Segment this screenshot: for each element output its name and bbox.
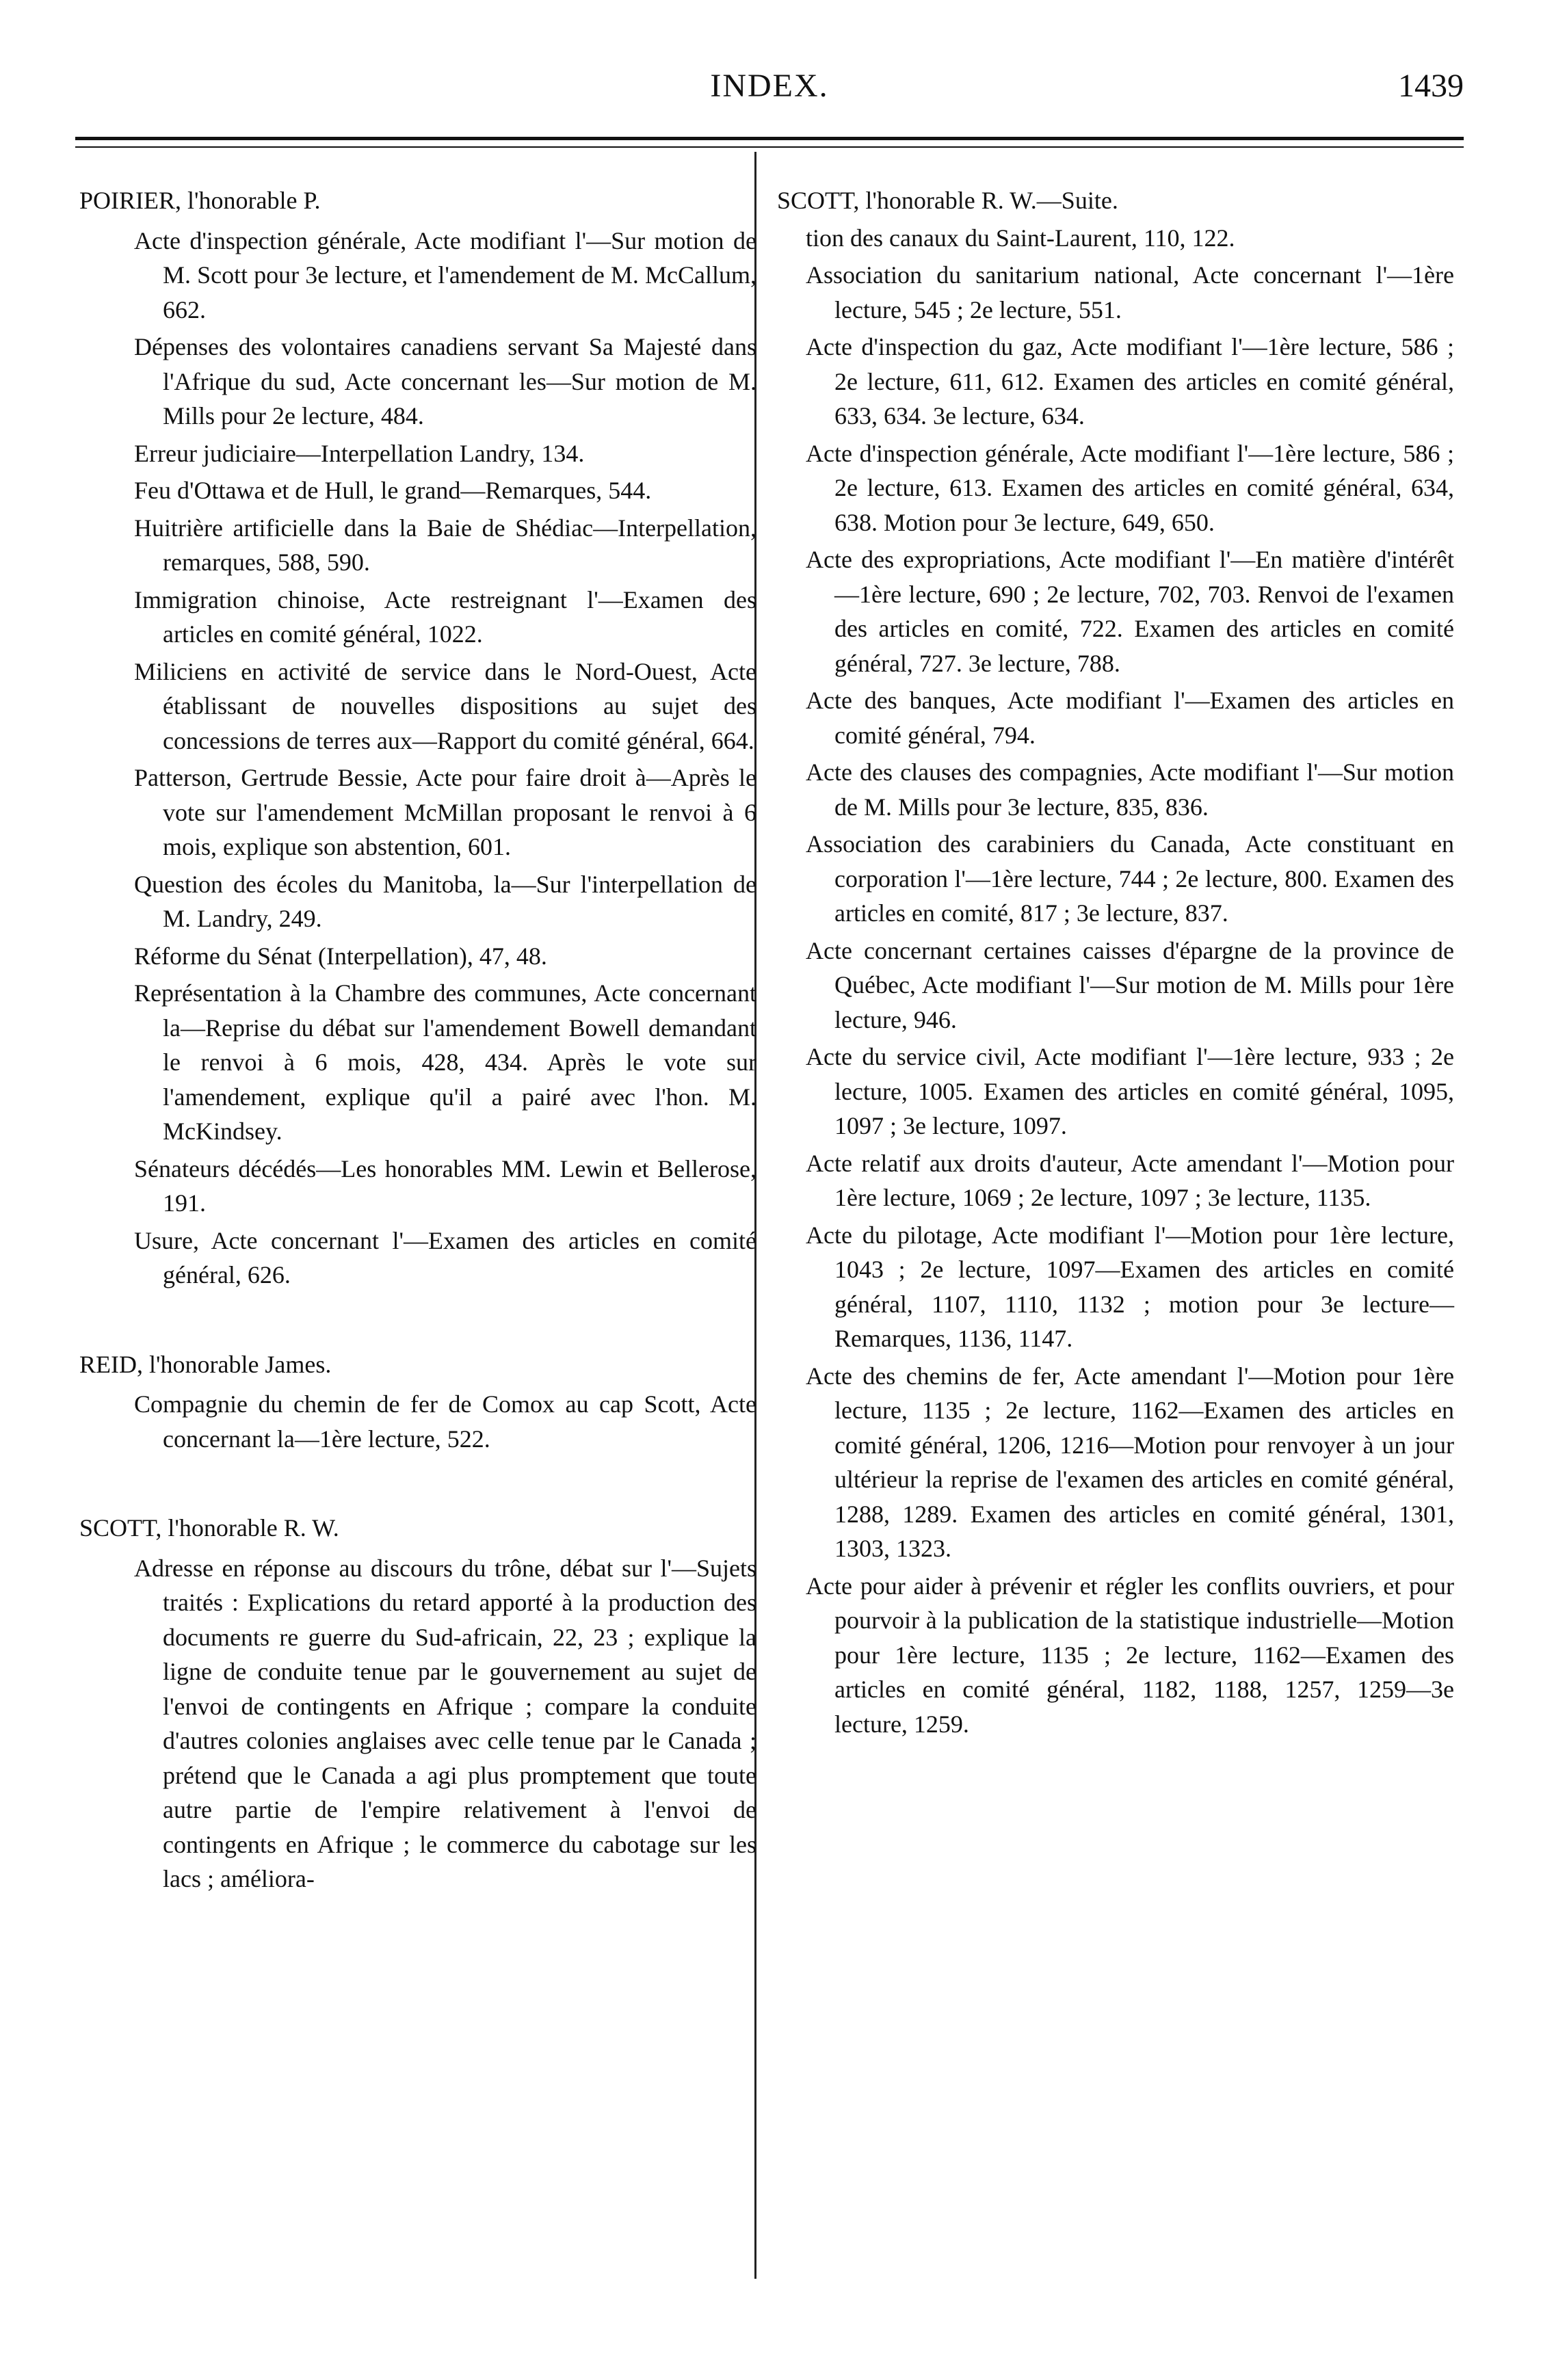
index-entry: Acte pour aider à prévenir et régler les conflits ouvriers, et pour pourvoir à la publication de la statistique industrielle—Motion pour 1ère lecture, 1135 ; 2e lecture, 1162—Examen des articles en comité général, 1182, 1188, 1257, 1259—3e lecture, 1259. (806, 1572, 1454, 1738)
section-entries (79, 1551, 756, 1896)
section-heading: SCOTT, l'honorable R. W.—Suite. (777, 187, 1118, 214)
index-entry: Association des carabiniers du Canada, Acte constituant en corporation l'—1ère lecture, 744 ; 2e lecture, 800. Examen des articles en comité, 817 ; 3e lecture, 837. (806, 830, 1454, 927)
index-entry: Association du sanitarium national, Acte concernant l'—1ère lecture, 545 ; 2e lecture, 551. (806, 261, 1454, 323)
index-entry: Acte relatif aux droits d'auteur, Acte amendant l'—Motion pour 1ère lecture, 1069 ; 2e lecture, 1097 ; 3e lecture, 1135. (806, 1149, 1454, 1211)
section-entries (79, 1387, 756, 1456)
index-entry: Feu d'Ottawa et de Hull, le grand—Remarques, 544. (134, 477, 652, 504)
index-entry: Représentation à la Chambre des communes, Acte concernant la—Reprise du débat sur l'amendement Bowell demandant le renvoi à 6 mois, 428, 434. Après le vote sur l'amendement, explique qu'il a pairé avec l'hon. M. McKindsey. (134, 979, 756, 1145)
index-entry: Réforme du Sénat (Interpellation), 47, 48. (134, 942, 547, 970)
section-entries (777, 221, 1454, 1742)
index-entry: Miliciens en activité de service dans le Nord-Ouest, Acte établissant de nouvelles dispositions au sujet des concessions de terres aux—Rapport du comité général, 664. (134, 657, 756, 754)
index-entry: Acte du pilotage, Acte modifiant l'—Motion pour 1ère lecture, 1043 ; 2e lecture, 1097—Examen des articles en comité général, 1107, 1110, 1132 ; motion pour 3e lecture—Remarques, 1136, 1147. (806, 1221, 1454, 1352)
running-header (75, 55, 1464, 116)
index-entry: Sénateurs décédés—Les honorables MM. Lewin et Bellerose, 191. (134, 1154, 756, 1217)
index-entry: Acte d'inspection générale, Acte modifiant l'—Sur motion de M. Scott pour 3e lecture, et l'amendement de M. McCallum, 662. (134, 226, 756, 323)
index-entry: Immigration chinoise, Acte restreignant l'—Examen des articles en comité général, 1022. (134, 585, 756, 648)
header-rule-thick (75, 137, 1464, 140)
right-column (777, 183, 1454, 1796)
left-column (79, 183, 756, 1951)
index-entry: Acte concernant certaines caisses d'épargne de la province de Québec, Acte modifiant l'—Sur motion de M. Mills pour 1ère lecture, 946. (806, 936, 1454, 1033)
index-entry: Dépenses des volontaires canadiens servant Sa Majesté dans l'Afrique du sud, Acte concernant les—Sur motion de M. Mills pour 2e lecture, 484. (134, 333, 756, 429)
section-heading: REID, l'honorable James. (79, 1350, 332, 1378)
index-entry: Compagnie du chemin de fer de Comox au cap Scott, Acte concernant la—1ère lecture, 522. (134, 1390, 756, 1453)
page-title: INDEX. (710, 68, 829, 104)
index-entry: Huitrière artificielle dans la Baie de Shédiac—Interpellation, remarques, 588, 590. (134, 514, 756, 576)
index-section-scott-continued (777, 183, 1454, 1741)
index-entry: tion des canaux du Saint-Laurent, 110, 122. (806, 224, 1235, 252)
index-entry: Acte d'inspection générale, Acte modifiant l'—1ère lecture, 586 ; 2e lecture, 613. Examen des articles en comité général, 634, 638. Motion pour 3e lecture, 649, 650. (806, 439, 1454, 536)
index-entry: Acte des banques, Acte modifiant l'—Examen des articles en comité général, 794. (806, 687, 1454, 749)
section-entries (79, 224, 756, 1293)
index-entry: Acte des chemins de fer, Acte amendant l'—Motion pour 1ère lecture, 1135 ; 2e lecture, 1162—Examen des articles en comité général, 1206, 1216—Motion pour renvoyer à un jour ultérieur la reprise de l'examen des articles en comité général, 1288, 1289. Examen des articles en comité général, 1301, 1303, 1323. (806, 1362, 1454, 1562)
section-heading: POIRIER, l'honorable P. (79, 187, 321, 214)
index-section-scott (79, 1511, 756, 1896)
index-entry: Acte d'inspection du gaz, Acte modifiant l'—1ère lecture, 586 ; 2e lecture, 611, 612. Examen des articles en comité général, 633, 634. 3e lecture, 634. (806, 333, 1454, 429)
index-entry: Adresse en réponse au discours du trône, débat sur l'—Sujets traités : Explications du retard apporté à la production des documents re guerre du Sud-africain, 22, 23 ; explique la ligne de conduite tenue par le gouvernement au sujet de l'envoi de contingents en Afrique ; compare la conduite d'autres colonies anglaises avec celle tenue par le Canada ; prétend que le Canada a agi plus promptement que toute autre partie de l'empire relativement à l'envoi de contingents en Afrique ; le commerce du cabotage sur les lacs ; améliora- (134, 1554, 756, 1892)
index-entry: Acte des expropriations, Acte modifiant l'—En matière d'intérêt—1ère lecture, 690 ; 2e lecture, 702, 703. Renvoi de l'examen des articles en comité, 722. Examen des articles en comité général, 727. 3e lecture, 788. (806, 546, 1454, 677)
index-entry: Usure, Acte concernant l'—Examen des articles en comité général, 626. (134, 1226, 756, 1288)
index-section-reid (79, 1347, 756, 1457)
header-rule-thin (75, 146, 1464, 148)
index-entry: Patterson, Gertrude Bessie, Acte pour faire droit à—Après le vote sur l'amendement McMillan proposant le renvoi à 6 mois, explique son abstention, 601. (134, 764, 756, 860)
index-entry: Question des écoles du Manitoba, la—Sur l'interpellation de M. Landry, 249. (134, 870, 756, 932)
index-entry: Erreur judiciaire—Interpellation Landry, 134. (134, 439, 585, 467)
section-heading: SCOTT, l'honorable R. W. (79, 1514, 339, 1542)
page-number: 1439 (1398, 68, 1464, 104)
index-entry: Acte du service civil, Acte modifiant l'—1ère lecture, 933 ; 2e lecture, 1005. Examen des articles en comité général, 1095, 1097 ; 3e lecture, 1097. (806, 1043, 1454, 1139)
index-entry: Acte des clauses des compagnies, Acte modifiant l'—Sur motion de M. Mills pour 3e lecture, 835, 836. (806, 758, 1454, 821)
index-section-poirier (79, 183, 756, 1293)
